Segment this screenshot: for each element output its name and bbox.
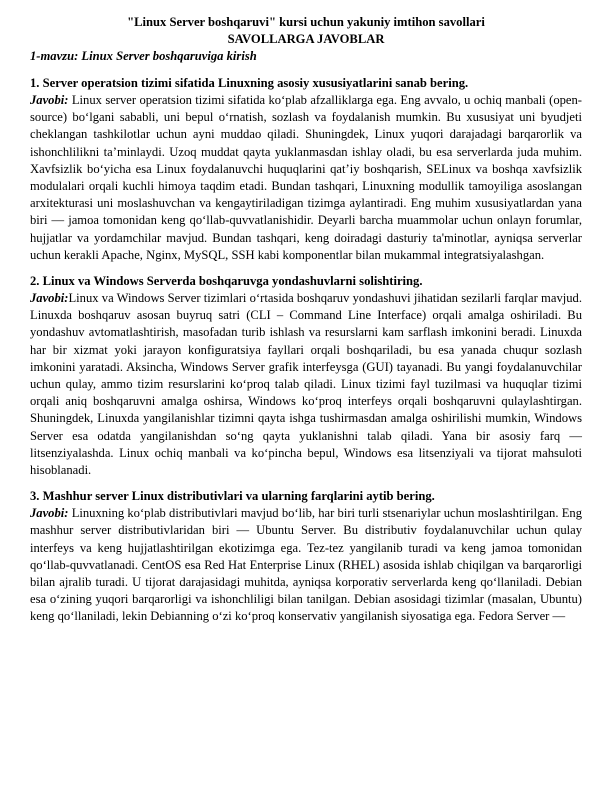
document-title: "Linux Server boshqaruvi" kursi uchun yakuniy imtihon savollari xyxy=(127,15,485,29)
question-heading: 3. Mashhur server Linux distributivlari va ularning farqlarini aytib bering. xyxy=(30,489,435,504)
answer-label: Javobi: xyxy=(30,291,69,306)
answer-label: Javobi: xyxy=(30,506,69,521)
question-section-1 xyxy=(30,75,582,264)
document-subtitle: SAVOLLARGA JAVOBLAR xyxy=(227,32,385,46)
answer-text: Linuxning ko‘plab distributivlari mavjud bo‘lib, har biri turli stsenariylar uchun moslashtirilgan. Eng mashhur server distributivlaridan biri — Ubuntu Server. Bu distributiv foydalanuvchilar uchun qulay interfeys va keng hujjatlashtirilgan ekotizimga ega. Tez-tez yangilanib turadi va keng jamoa tomonidan qo‘llab-quvvatlanadi. CentOS esa Red Hat Enterprise Linux (RHEL) asosida ishlab chiqilgan va barqarorligi bilan ajralib turadi. U tijorat darajasidagi muhitda, ayniqsa korporativ serverlarda keng qo‘llaniladi. Debian esa o‘zining yuqori barqarorligi va ishonchliligi bilan tanilgan. Debian asosidagi tizimlar (masalan, Ubuntu) keng qo‘llaniladi, lekin Debianning o‘zi ko‘proq konservativ yangilanish siyosatiga ega. Fedora Server — xyxy=(30,506,582,624)
question-heading: 1. Server operatsion tizimi sifatida Linuxning asosiy xususiyatlarini sanab bering. xyxy=(30,76,469,90)
answer-text: Linux server operatsion tizimi sifatida ko‘plab afzalliklarga ega. Eng avvalo, u ochiq manbali (open-source) bo‘lgani sababli, uni bepul o‘rnatish, sozlash va foydalanish mumkin. Bu xususiyat uni byudjeti cheklangan tashkilotlar uchun ayni muddao qiladi. Shuningdek, Linux yuqori darajadagi barqarorlik va ishonchlilikni ta’minlaydi. Uzoq muddat qayta yuklanmasdan ishlay oladi, bu esa serverlarda juda muhim. Xavfsizlik bo‘yicha esa Linux foydalanuvchi huquqlarini qat’iy boshqarish, SELinux va boshqa xavfsizlik modulalari orqali kuchli himoya taqdim etadi. Bundan tashqari, Linuxning modullik tamoyiliga asoslangan arxitekturasi uni moslashuvchan va kengaytiriladigan tizimga aylantiradi. Eng muhim xususiyatlardan yana biri — jamoa tomonidan keng qo‘llab-quvvatlanishidir. Deyarli barcha muammolar uchun onlayn forumlar, hujjatlar va yordamchilar mavjud. Bundan tashqari, keng doiradagi dasturiy ta'minotlar, ayniqsa serverlar uchun kerakli Apache, Nginx, MySQL, SSH kabi komponentlar bilan mukammal integratsiyalashgan. xyxy=(30,93,582,262)
answer-text: Linux va Windows Server tizimlari o‘rtasida boshqaruv yondashuvi jihatidan sezilarli farqlar mavjud. Linuxda boshqaruv asosan buyruq satri (CLI – Command Line Interface) orqali amalga oshiriladi. Bu yondashuv avtomatlashtirish, masofadan turib ishlash va resurslarni kam sarflash imkonini beradi. Linuxda har bir xizmat yoki jarayon konfiguratsiya fayllari orqali boshqariladi, bu esa yanada chuqur sozlash imkonini yaratadi. Aksincha, Windows Server grafik interfeysga (GUI) tayanadi. Bu yangi foydalanuvchilar uchun qulay, ammo tizim resurslarini ko‘proq talab qiladi. Linux tizimi fayl tuzilmasi va huquqlar tizimi orqali aniq boshqaruvni amalga oshirsa, Windows ko‘proq interfeys orqali boshqaruvni qulaylashtirgan. Shuningdek, Linuxda yangilanishlar tizimni qayta ishga tushirmasdan amalga oshirilishi mumkin, Windows Server esa odatda yangilanishdan so‘ng qayta yuklanishni talab qiladi. Yana bir asosiy farq — litsenziyalashda. Linux ochiq manbali va ko‘pincha bepul, Windows esa litsenziyali va tijorat mahsuloti hisoblanadi. xyxy=(30,291,582,478)
answer-paragraph xyxy=(30,92,582,264)
question-heading: 2. Linux va Windows Serverda boshqaruvga yondashuvlarni solishtiring. xyxy=(30,274,423,289)
answer-paragraph xyxy=(30,290,582,479)
question-section-3 xyxy=(30,488,582,625)
topic-heading: 1-mavzu: Linux Server boshqaruviga kirish xyxy=(30,49,257,63)
answer-paragraph xyxy=(30,505,582,625)
question-section-2 xyxy=(30,273,582,479)
answer-label: Javobi: xyxy=(30,93,69,107)
